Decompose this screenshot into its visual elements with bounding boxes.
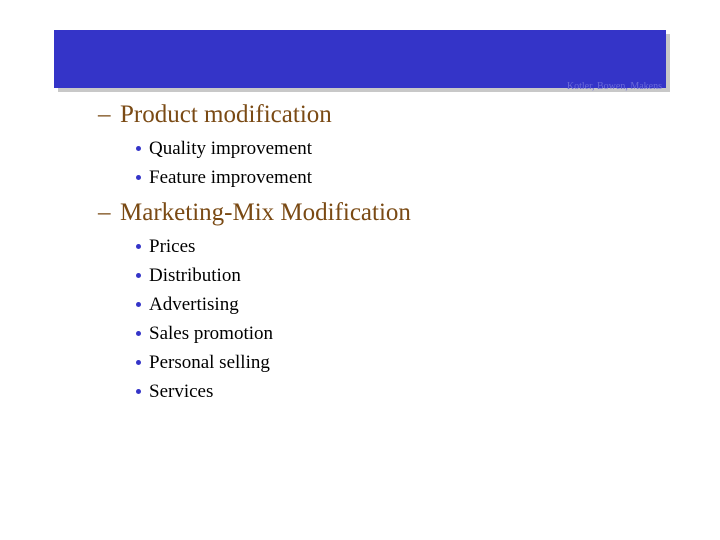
list-item-text: Prices	[149, 236, 196, 257]
sub-bullet-list	[98, 232, 678, 406]
bullet-dot-icon	[136, 146, 141, 151]
section-marketing-mix-modification	[98, 196, 678, 406]
outline-list	[98, 98, 678, 406]
section-heading: Product modification	[120, 101, 332, 128]
list-item	[136, 319, 678, 348]
section-product-modification	[98, 98, 678, 192]
bullet-dot-icon	[136, 389, 141, 394]
list-item-text: Personal selling	[149, 352, 270, 373]
list-item-text: Quality improvement	[149, 138, 313, 159]
bullet-dot-icon	[136, 360, 141, 365]
section-heading-row	[98, 196, 678, 230]
dash-bullet: –	[98, 101, 111, 128]
section-heading: Marketing-Mix Modification	[120, 199, 411, 226]
bullet-dot-icon	[136, 331, 141, 336]
list-item-text: Feature improvement	[149, 167, 313, 188]
dash-bullet: –	[98, 199, 111, 226]
list-item	[136, 348, 678, 377]
bullet-dot-icon	[136, 273, 141, 278]
list-item-text: Advertising	[149, 294, 239, 315]
list-item	[136, 134, 678, 163]
list-item-text: Distribution	[149, 265, 241, 286]
list-item	[136, 290, 678, 319]
list-item	[136, 232, 678, 261]
list-item	[136, 261, 678, 290]
list-item-text: Services	[149, 381, 214, 402]
slide-content	[98, 98, 678, 410]
section-heading-row	[98, 98, 678, 132]
list-item	[136, 377, 678, 406]
bullet-dot-icon	[136, 175, 141, 180]
title-caption: Kotler, Bowen, Makens	[566, 81, 662, 92]
title-bar	[54, 30, 666, 92]
list-item	[136, 163, 678, 192]
sub-bullet-list	[98, 134, 678, 192]
bullet-dot-icon	[136, 244, 141, 249]
list-item-text: Sales promotion	[149, 323, 274, 344]
bullet-dot-icon	[136, 302, 141, 307]
